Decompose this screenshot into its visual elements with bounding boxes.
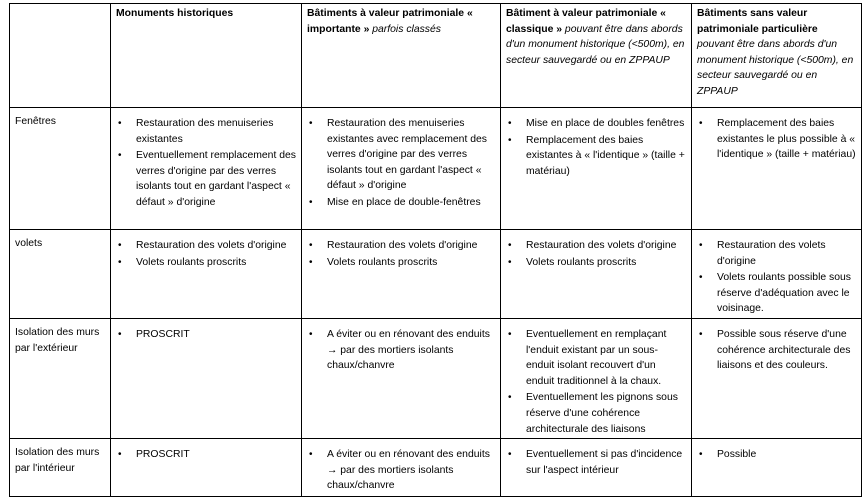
list-item: • A éviter ou en rénovant des enduits → par des mortiers isolants chaux/chanvre: [327, 447, 495, 494]
list-item: • Restauration des volets d'origine: [327, 238, 495, 254]
header-label: Bâtiments sans valeur patrimoniale particulière: [697, 8, 818, 35]
list-item: • PROSCRIT: [136, 447, 296, 463]
header-label: Bâtiment à valeur patrimoniale « classique »: [506, 8, 666, 35]
list-item: • Eventuellement remplacement des verres d'origine par des verres isolants tout en gardant l'aspect « défaut » d'origine: [136, 148, 296, 210]
header-note: parfois classés: [372, 23, 441, 35]
row-label-isolation-exterieur: Isolation des murs par l'extérieur: [10, 318, 111, 438]
list-item: • Volets roulants proscrits: [136, 255, 296, 271]
row-label-fenetres: Fenêtres: [10, 108, 111, 230]
header-note: pouvant être dans abords d'un monument historique (<500m), en secteur sauvegardé ou en ZPPAUP: [506, 23, 685, 66]
header-label: Monuments historiques: [116, 8, 234, 19]
bullet-list: [697, 238, 856, 317]
table-cell: [111, 230, 302, 319]
bullet-list: [307, 116, 495, 211]
bullet-list: [307, 327, 495, 374]
list-item: • Possible sous réserve d'une cohérence architecturale des liaisons et des couleurs.: [717, 327, 856, 374]
bullet-list: [307, 447, 495, 494]
table-row: [10, 108, 862, 230]
table-cell: [692, 318, 862, 438]
list-item: • Restauration des volets d'origine: [717, 238, 856, 269]
list-item: • Restauration des menuiseries existantes avec remplacement des verres d'origine par des verres isolants tout en gardant l'aspect « défaut » d'origine: [327, 116, 495, 194]
table-cell: [302, 318, 501, 438]
heritage-rules-table: [9, 3, 862, 497]
list-item: • Restauration des volets d'origine: [136, 238, 296, 254]
bullet-list: [116, 447, 296, 463]
bullet-list: [116, 238, 296, 270]
list-item: • PROSCRIT: [136, 327, 296, 343]
bullet-list: [697, 447, 856, 463]
table-cell: [111, 439, 302, 497]
header-row: [10, 4, 862, 108]
list-item: • Remplacement des baies existantes le plus possible à « l'identique » (taille + matériau): [717, 116, 856, 163]
bullet-list: [116, 327, 296, 343]
list-item: • Mise en place de doubles fenêtres: [526, 116, 686, 132]
bullet-list: [506, 116, 686, 179]
table-row: [10, 318, 862, 438]
document-page: [9, 3, 862, 497]
row-label-isolation-interieur: Isolation des murs par l'intérieur: [10, 439, 111, 497]
table-cell: [501, 318, 692, 438]
table-cell: [501, 230, 692, 319]
header-valeur-classique: [501, 4, 692, 108]
list-item: • Remplacement des baies existantes à « l'identique » (taille + matériau): [526, 133, 686, 180]
list-item: • Mise en place de double-fenêtres: [327, 195, 495, 211]
list-item: • Volets roulants possible sous réserve d'adéquation avec le voisinage.: [717, 270, 856, 317]
list-item: • Restauration des menuiseries existantes: [136, 116, 296, 147]
list-item: • Volets roulants proscrits: [327, 255, 495, 271]
header-label: Bâtiments à valeur patrimoniale « importante »: [307, 8, 473, 35]
table-row: [10, 439, 862, 497]
list-item: • Eventuellement les pignons sous réserve d'une cohérence architecturale des liaisons: [526, 390, 686, 437]
bullet-list: [506, 327, 686, 437]
table-cell: [111, 108, 302, 230]
header-sans-valeur: [692, 4, 862, 108]
corner-cell: [10, 4, 111, 108]
bullet-list: [307, 238, 495, 270]
list-item: • Eventuellement en remplaçant l'enduit existant par un sous-enduit isolant recouvert d'un enduit traditionnel à la chaux.: [526, 327, 686, 389]
list-item: • Volets roulants proscrits: [526, 255, 686, 271]
table-cell: [501, 108, 692, 230]
header-monuments-historiques: [111, 4, 302, 108]
bullet-list: [697, 116, 856, 163]
header-valeur-importante: [302, 4, 501, 108]
list-item: • Restauration des volets d'origine: [526, 238, 686, 254]
bullet-list: [506, 447, 686, 478]
header-note: pouvant être dans abords d'un monument historique (<500m), en secteur sauvegardé ou en ZPPAUP: [697, 39, 854, 97]
table-row: [10, 230, 862, 319]
table-cell: [692, 230, 862, 319]
table-cell: [692, 108, 862, 230]
row-label-volets: volets: [10, 230, 111, 319]
table-cell: [692, 439, 862, 497]
list-item: • A éviter ou en rénovant des enduits → par des mortiers isolants chaux/chanvre: [327, 327, 495, 374]
bullet-list: [506, 238, 686, 270]
table-cell: [501, 439, 692, 497]
table-cell: [302, 439, 501, 497]
list-item: • Eventuellement si pas d'incidence sur l'aspect intérieur: [526, 447, 686, 478]
bullet-list: [116, 116, 296, 211]
table-cell: [302, 108, 501, 230]
table-cell: [111, 318, 302, 438]
list-item: • Possible: [717, 447, 856, 463]
bullet-list: [697, 327, 856, 374]
table-cell: [302, 230, 501, 319]
